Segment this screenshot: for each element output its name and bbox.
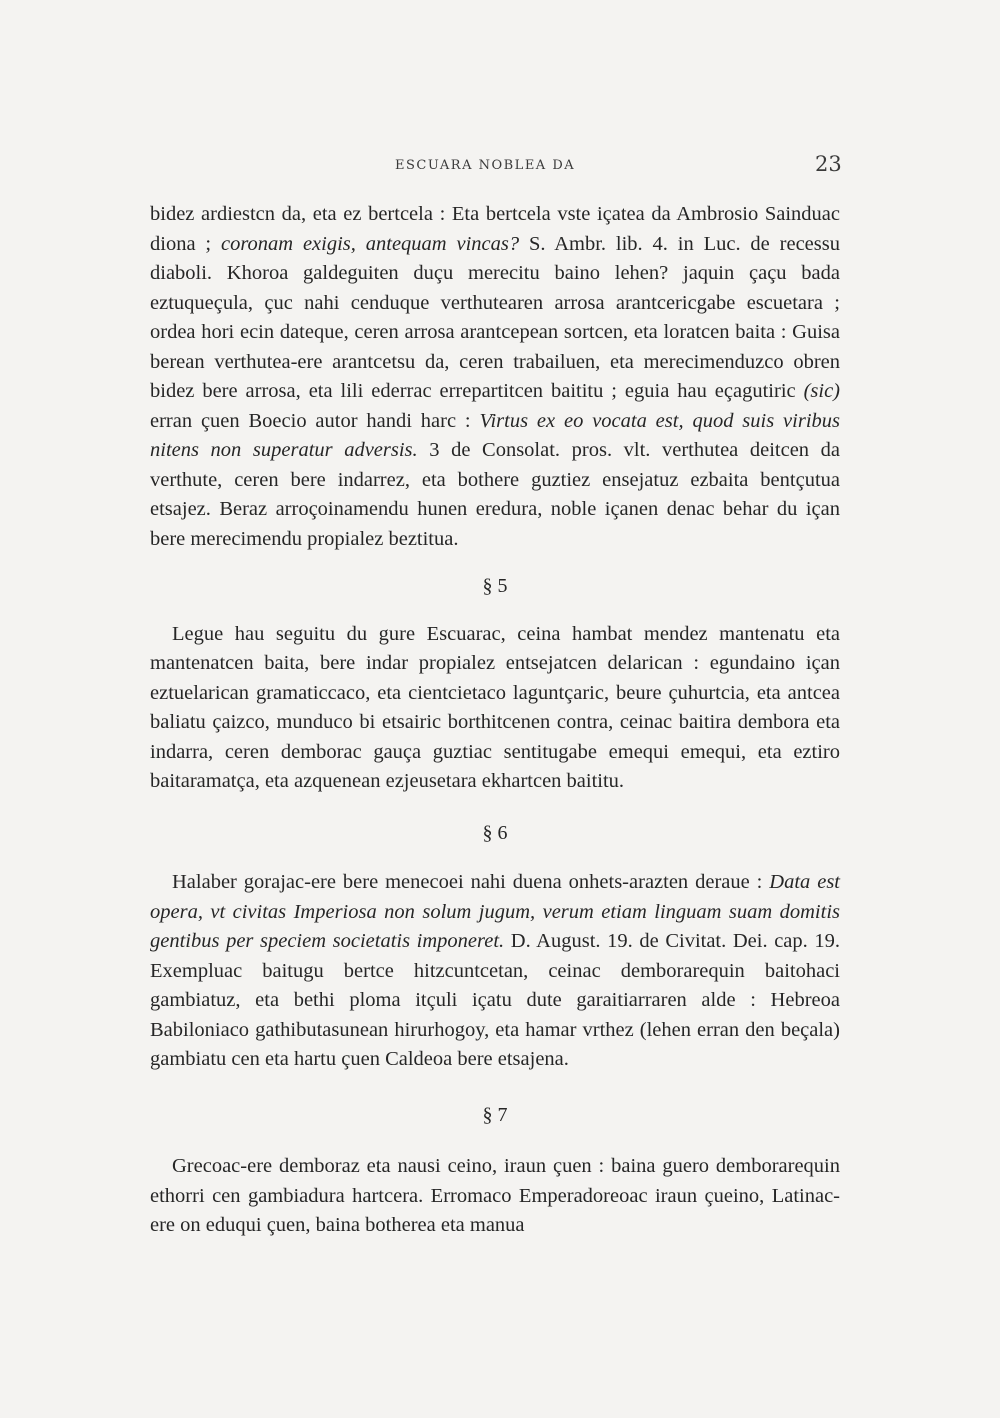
paragraph-4: Grecoac-ere demboraz eta nausi ceino, iraun çuen : baina guero demborarequin ethorri cen gambiadura hartcera. Erromaco Emperadoreoac iraun çueino, Latinac-ere on eduqui çuen, baina botherea eta manua	[150, 1155, 840, 1236]
section-heading-7: § 7	[482, 1103, 508, 1126]
section-heading-5: § 5	[482, 575, 508, 597]
section-heading-6: § 6	[482, 821, 508, 844]
paragraph-2: Legue hau seguitu du gure Escuarac, ceina hambat mendez mantenatu eta mantenatcen baita, bere indar propialez entsejatcen delarican : egundaino içan eztuelarican gramaticcaco, eta cientcietaco laguntçaric, beure çuhurtcia, eta antcea baliatu çaizco, munduco bi etsairic borthitcenen contra, ceinac baitira dembora eta indarra, ceren demborac gauça guztiac sentitugabe emequi emequi, eta eztiro baitaramatça, eta azquenean ezjeusetara ekhartcen baititu.	[150, 622, 840, 792]
page-number: 23	[815, 152, 842, 176]
paragraph-3: Halaber gorajac-ere bere menecoei nahi duena onhets-arazten deraue : Data est opera, vt civitas Imperiosa non solum jugum, verum etiam linguam suam domitis gentibus per speciem societatis imponeret. D. August. 19. de Civitat. Dei. cap. 19. Exempluac baitugu bertce hitzcuntcetan, ceinac demborarequin baitohaci gambiatuz, eta bethi ploma itçuli içatu dute garaitiarraren alde : Hebreoa Babiloniaco gathibutasunean hirurhogoy, eta hamar vrthez (lehen erran den beçala) gambiatu cen eta hartu çuen Caldeoa bere etsajena.	[150, 871, 840, 1070]
running-title: ESCUARA NOBLEA DA	[395, 158, 576, 173]
body-text	[150, 200, 840, 1241]
paragraph-1: bidez ardiestcn da, eta ez bertcela : Eta bertcela vste içatea da Ambrosio Sainduac diona ; coronam exigis, antequam vincas? S. Ambr. lib. 4. in Luc. de recessu diaboli. Khoroa galdeguiten duçu merecitu baino lehen? jaquin çaçu bada eztuqueçula, çuc nahi cenduque verthutearen arrosa arantcericgabe escuetara ; ordea hori ecin dateque, ceren arrosa arantcepean sortcen, eta loratcen baita : Guisa berean verthutea-ere arantcetsu da, ceren trabailuen, eta merecimenduzco obren bidez bere arrosa, eta lili ederrac errepartitcen baititu ; eguia hau eçagutiric (sic) erran çuen Boecio autor handi harc : Virtus ex eo vocata est, quod suis viribus nitens non superatur adversis. 3 de Consolat. pros. vlt. verthutea deitcen da verthute, ceren bere indarrez, eta bothere guztiez ensejatuz ezbaita bentçutua etsajez. Beraz arroçoinamendu hunen eredura, noble içanen denac behar du içan bere merecimendu propialez beztitua.	[150, 203, 840, 550]
page-header	[0, 152, 1000, 182]
